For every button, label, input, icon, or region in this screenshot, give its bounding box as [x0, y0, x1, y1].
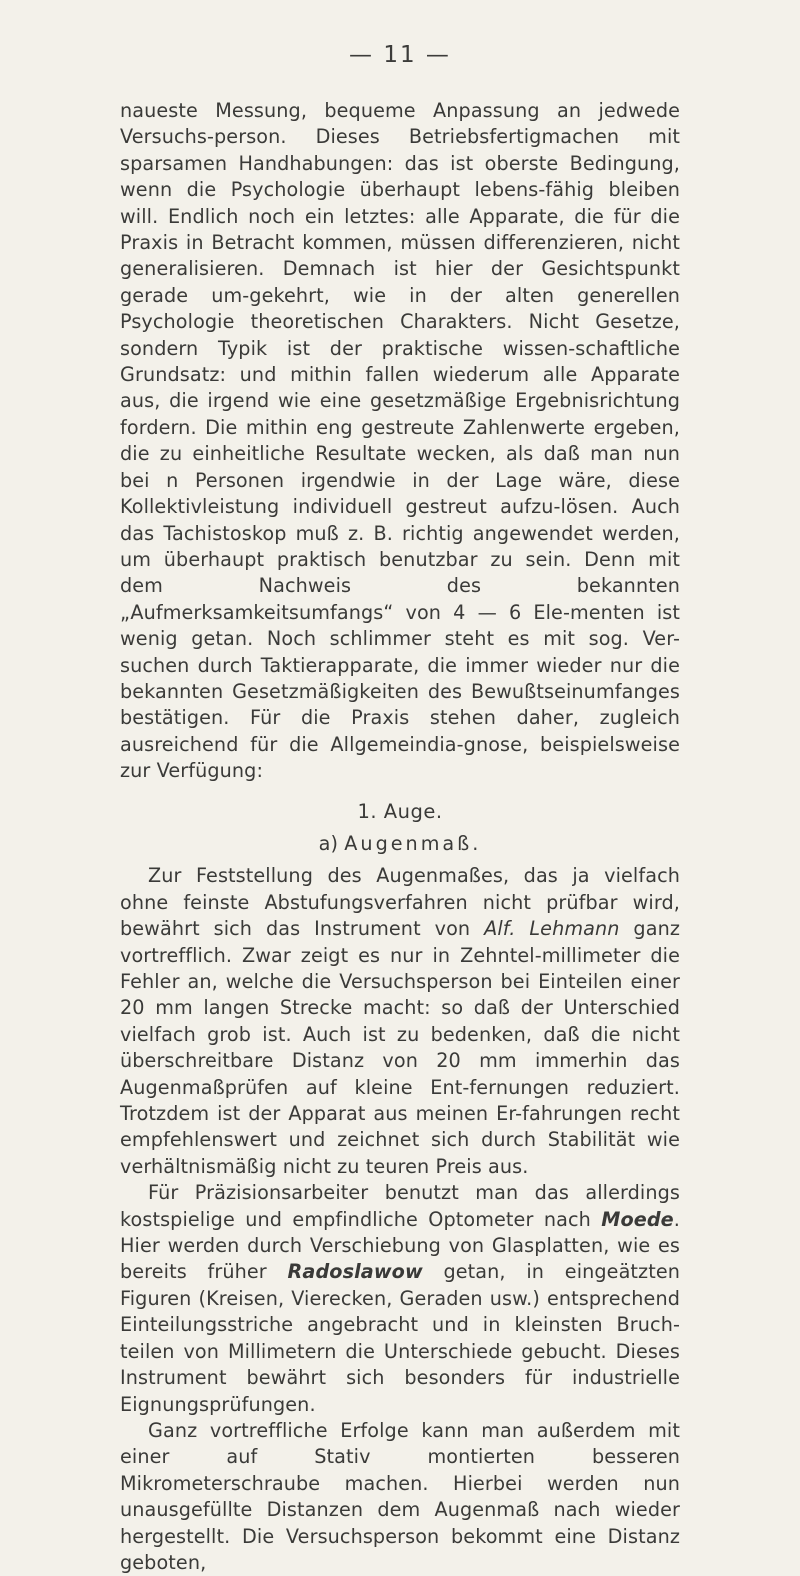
paragraph-lehmann — [120, 863, 680, 1180]
paragraph-text: Zur Feststellung des Augenmaßes, das ja vielfach ohne feinste Abstufungsverfahren nicht prüfbar wird, bewährt sich das Instrument von — [120, 864, 680, 941]
section-heading: 1. Auge. — [357, 799, 443, 823]
paragraph-mikrometer — [120, 1418, 680, 1576]
paragraph-moede — [120, 1180, 680, 1418]
paragraph-text: naueste Messung, bequeme Anpassung an jedwede Versuchs-person. Dieses Betriebsfertigmachen mit sparsamen Handhabungen: das ist oberste Bedingung, wenn die Psychologie überhaupt lebens-fähig bleiben will. Endlich noch ein letztes: alle Apparate, die für die Praxis in Betracht kommen, müssen differenzieren, nicht generalisieren. Demnach ist hier der Gesichtspunkt gerade um-gekehrt, wie in der alten generellen Psychologie theoretischen Charakters. Nicht Gesetze, sondern Typik ist der praktische wissen-schaftliche Grundsatz: und mithin fallen wiederum alle Apparate aus, die irgend wie eine gesetzmäßige Ergebnisrichtung fordern. Die mithin eng gestreute Zahlenwerte ergeben, die zu einheitliche Resultate wecken, als daß man nun bei n Personen irgendwie in der Lage wäre, diese Kollektivleistung individuell gestreut aufzu-lösen. Auch das Tachistoskop muß z. B. richtig angewendet werden, um überhaupt praktisch benutzbar zu sein. Denn mit dem Nachweis des bekannten „Aufmerksamkeitsumfangs“ von 4 — 6 Ele-menten ist wenig getan. Noch schlimmer steht es mit sog. Ver-suchen durch Taktierapparate, die immer wieder nur die bekannten Gesetzmäßigkeiten des Bewußtseinumfanges bestätigen. Für die Praxis stehen daher, zugleich ausreichend für die Allgemeindia-gnose, beispielsweise zur Verfügung: — [120, 99, 680, 783]
page-number: — 11 — — [349, 42, 451, 68]
author-name: Moede — [601, 1207, 674, 1231]
paragraph-text: Ganz vortreffliche Erfolge kann man außerdem mit einer auf Stativ montierten besseren Mikrometerschraube machen. Hierbei werden nun unausgefüllte Distanzen dem Augenmaß nach wieder hergestellt. Die Versuchsperson bekommt eine Distanz geboten, — [120, 1418, 680, 1574]
paragraph-text: . Hier werden durch Verschiebung von Glasplatten, wie es bereits früher — [120, 1207, 680, 1284]
paragraph-intro — [120, 98, 680, 785]
paragraph-text: Für Präzisionsarbeiter benutzt man das allerdings kostspielige und empfindliche Optometer nach — [120, 1181, 680, 1231]
author-name: Radoslawow — [287, 1260, 423, 1284]
subsection-prefix: a) — [318, 831, 345, 855]
paragraph-text: getan, in eingeätzten Figuren (Kreisen, Vierecken, Geraden usw.) entsprechend Einteilungsstriche angebracht und in kleinsten Bruch-teilen von Millimetern die Unterschiede gebucht. Dieses Instrument bewährt sich besonders für industrielle Eignungsprüfungen. — [120, 1260, 681, 1416]
body-text — [120, 98, 680, 1576]
subsection-heading — [120, 831, 680, 857]
paragraph-text: ganz vortrefflich. Zwar zeigt es nur in Zehntel-millimeter die Fehler an, welche die Versuchsperson bei Einteilen einer 20 mm langen Strecke macht: so daß der Unterschied vielfach grob ist. Auch ist zu bedenken, daß die nicht überschreitbare Distanz von 20 mm immerhin das Augenmaßprüfen auf kleine Ent-fernungen reduziert. Trotzdem ist der Apparat aus meinen Er-fahrungen recht empfehlenswert und zeichnet sich durch Stabilität wie verhältnismäßig nicht zu teuren Preis aus. — [120, 917, 681, 1178]
author-name: Alf. Lehmann — [484, 917, 620, 941]
subsection-label: Augenmaß. — [344, 831, 482, 855]
